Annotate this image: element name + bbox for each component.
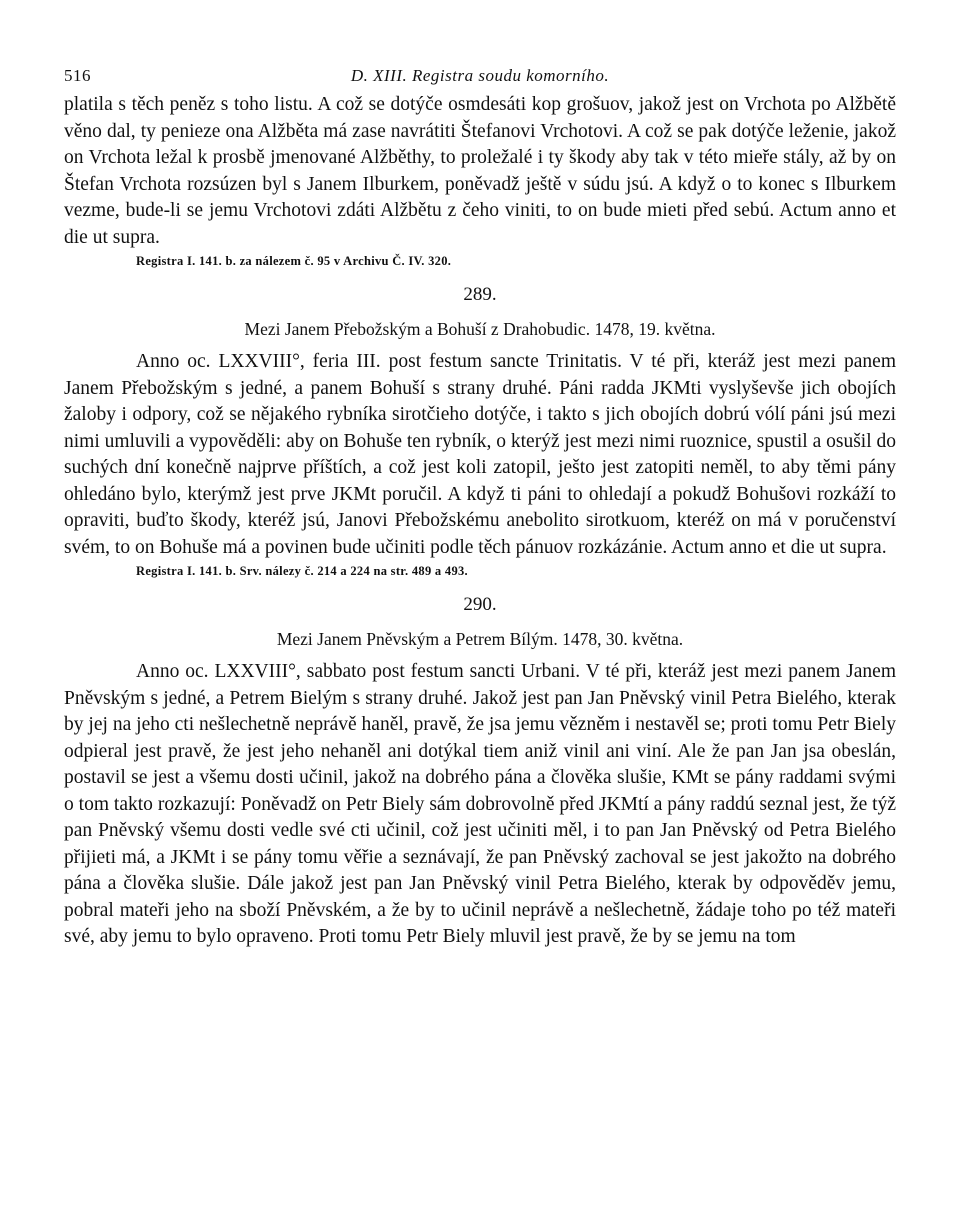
continuation-source-note: Registra I. 141. b. za nálezem č. 95 v Archivu Č. IV. 320.: [136, 254, 452, 268]
document-290-text: Anno oc. LXXVIII°, sabbato post festum sancti Urbani. V té při, kteráž jest mezi panem Janem Pněvským s jedné, a Petrem Bielým s strany druhé. Jakož jest pan Jan Pněvský vinil Petra Bielého, kterak by jej na jeho cti nešlechetně neprávě haněl, pravě, že jsa jemu vězněm i nestavěl se; proti tomu Petr Biely odpieral jest pravě, že jest jeho nehaněl ani dotýkal tiem aniž vinil ani viní. Ale že pan Jan jsa obeslán, postavil se jest a všemu dosti učinil, jakož na dobrého pána a člověka slušie, KMt se pány raddami svými o tom takto rozkazují: Poněvadž on Petr Biely sám dobrovolně před JKMtí a pány raddú seznal jest, že týž pan Pněvský všemu dosti vedle své cti učinil, což jest učiniti měl, i to pan Jan Pněvský od Petra Bielého přijieti má, a JKMt i se pány tomu věřie a seznávají, že pan Pněvský zachoval se jest jakožto na dobrého pána a člověka slušie. Dále jakož jest pan Jan Pněvský vinil Petra Bielého, kterak by odpověděv jemu, pobral mateři jeho na sboží Pněvském, a že by to učinil neprávě a nešlechetně, žádaje toho po též mateři své, aby jemu to bylo opraveno. Proti tomu Petr Biely mluvil jest pravě, že by se jemu na tom: [64, 661, 896, 947]
document-290-number: 290.: [463, 594, 497, 615]
document-289-title: Mezi Janem Přebožským a Bohuší z Drahobudic. 1478, 19. května.: [244, 319, 716, 339]
page-number: 516: [64, 66, 91, 85]
running-title: D. XIII. Registra soudu komorního.: [350, 66, 610, 85]
document-289-number: 289.: [463, 284, 497, 305]
page-header: [64, 58, 896, 92]
document-289-text: Anno oc. LXXVIII°, feria III. post festum sancte Trinitatis. V té při, kteráž jest mezi panem Janem Přebožským s jedné, a panem Bohuší s strany druhé. Páni radda JKMti vyslyševše jich obojích žaloby i odpory, což se nějakého rybníka sirotčieho dotýče, i takto s jich obojích dobrú vólí páni jsú mezi nimi umluvili a vypověděli: aby on Bohuše ten rybník, o kterýž jest mezi nimi ruoznice, spustil a osušil do suchých dní konečně najprve příštích, a což jest koli zatopil, ješto jest zatopiti neměl, to aby těmi pány ohledáno bylo, kterýmž jest prve JKMt poručil. A když ti páni to ohledají a pokudž Bohušovi rozkáží to opraviti, buďto škody, kteréž jsú, Janovi Přebožskému anebolito sirotkuom, kteréž on má v poručenství svém, to on Bohuše má a povinen bude učiniti podle těch pánuov rozkázánie. Actum anno et die ut supra.: [64, 351, 896, 558]
document-290-title: Mezi Janem Pněvským a Petrem Bílým. 1478, 30. května.: [276, 629, 684, 649]
continuation-paragraph: platila s těch peněz s toho listu. A což se dotýče osmdesáti kop grošuov, jakož jest on Vrchota po Alžbětě věno dal, ty penieze ona Alžběta má zase navrátiti Štefanovi Vrchotovi. A což se pak dotýče leženie, jakož on Vrchota ležal k prosbě jmenované Alžběthy, to proležalé i ty škody aby tak v této mieře stály, až by on Štefan Vrchota rozsúzen byl s Janem Ilburkem, poněvadž ještě v súdu jsú. A když o to konec s Ilburkem vezme, bude-li se jemu Vrchotovi zdáti Alžbětu z čeho viniti, to on bude mieti před sebú. Actum anno et die ut supra.: [64, 94, 896, 248]
document-page: [64, 58, 896, 951]
document-289-source-note: Registra I. 141. b. Srv. nálezy č. 214 a 224 na str. 489 a 493.: [136, 564, 468, 578]
